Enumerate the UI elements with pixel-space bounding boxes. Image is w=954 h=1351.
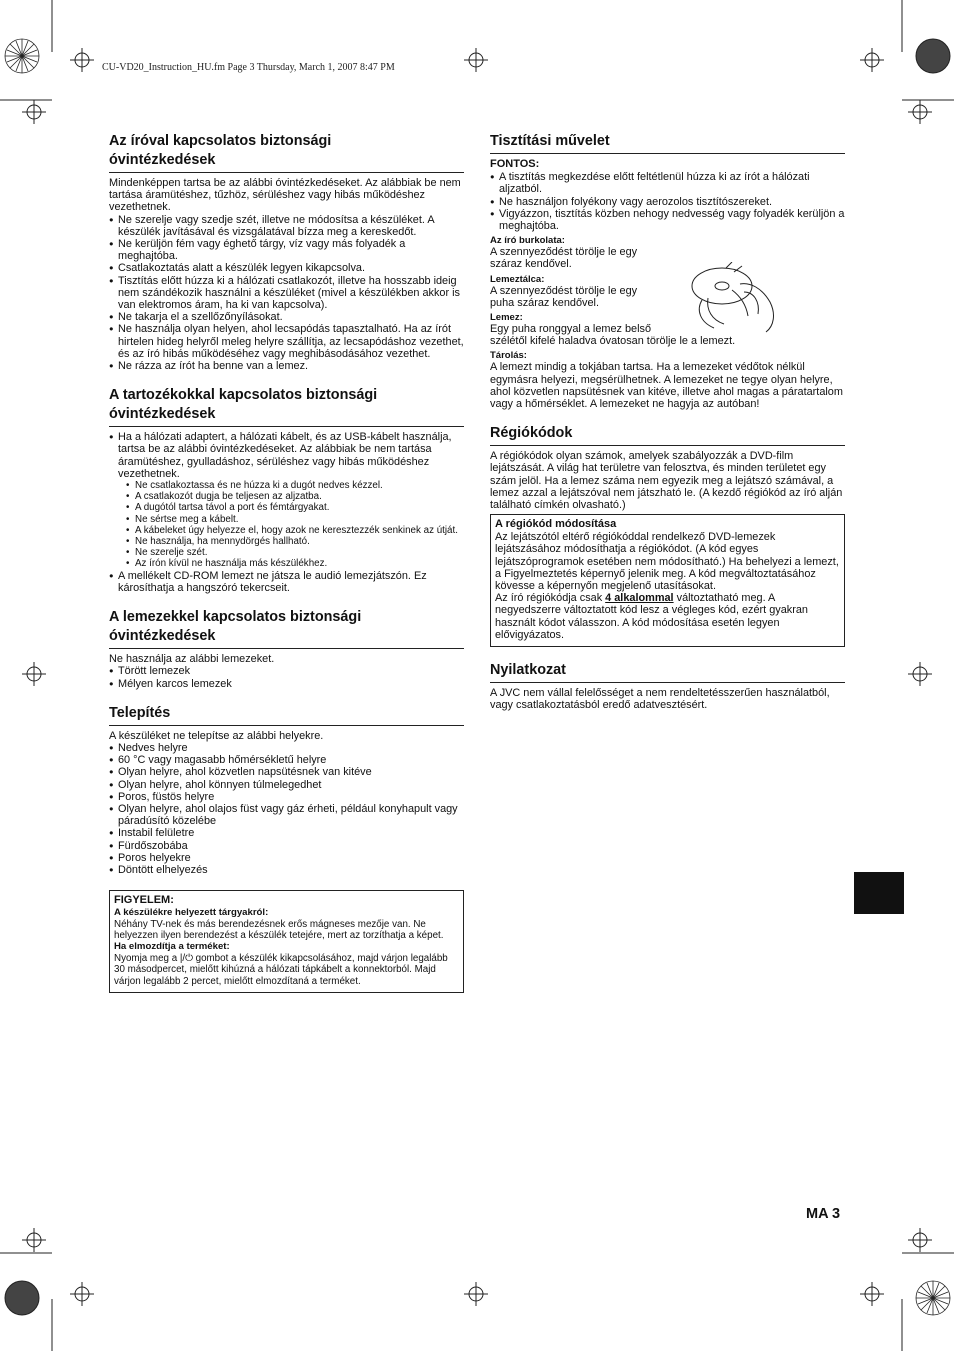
bullet-list [109,742,464,876]
section-cleaning [490,132,845,410]
warning-text: Nyomja meg a |/⏻ gombot a készülék kikapcsolásához, majd várjon legalább 30 másodpercet, mielőtt kihúzná a hálózati tápkábelt a konnektorból. Majd várjon legalább 2 percet, mielőtt elmozdítaná a terméket. [114,952,448,987]
cleaning-label: Az író burkolata: [490,235,565,247]
list-item: ● Ha a hálózati adaptert, a hálózati kábelt, és az USB-kábelt használja, tartsa be az alábbi óvintézkedéseket. Az alábbiak be nem tartása áramütéshez, gyulladáshoz, sérüléshez vagy hibás működéshez vezethetnek. • Ne csatlakoztassa és ne húzza ki a dugót nedves kézzel. • A csatlakozót dugja be teljesen az aljzatba. • A dugótól tartsa távol a port és fémtárgyakat. • Ne sértse meg a kábelt. • A kábeleket úgy helyezze el, hogy azok ne keresztezzék senkinek az útját. • Ne használja, ha mennydörgés hallható. • Ne szerelje szét. • Az írón kívül ne használja más készülékhez. [109,431,464,569]
list-item: ● 60 °C vagy magasabb hőmérsékletű helyre [109,754,464,766]
sub-list-item: • Ne szerelje szét. [118,547,464,558]
section-title: Nyilatkozat [490,661,845,683]
section-title: A tartozékokkal kapcsolatos biztonsági óvintézkedések [109,386,464,427]
list-item: ● Instabil felületre [109,827,464,839]
sunburst-top-right [916,39,950,73]
section-intro: Mindenképpen tartsa be az alábbi óvintézkedéseket. Az alábbiak be nem tartása áramütéshez, tűzhöz, sérüléshez vagy hibás működéshez vezethetnek. [109,177,461,214]
section-title: Régiókódok [490,424,845,446]
warning-box [109,890,464,993]
list-item: ● Ne rázza az írót ha benne van a lemez. [109,360,464,372]
warning-label: A készülékre helyezett tárgyakról: [114,907,269,919]
section-intro: A készüléket ne telepítse az alábbi helyekre. [109,729,324,742]
crosshair-9 [908,1228,932,1252]
important-label: FONTOS: [490,158,540,170]
region-change-box [490,514,845,647]
list-item: ● Csatlakoztatás alatt a készülék legyen kikapcsolva. [109,262,464,274]
list-item: ● A tisztítás megkezdése előtt feltétlenül húzza ki az írót a hálózati aljzatból. [490,171,845,195]
cleaning-label: Lemeztálca: [490,273,545,285]
warning-title: FIGYELEM: [114,894,174,907]
box-text: Az lejátszótól eltérő régiókóddal rendelkező DVD-lemezek lejátszásához módosíthatja a régiókódot. (A kód egyes lejátszóprogramok esetében nem módosítható.) Ha behelyezi a lemezt, a Figyelmeztetés képernyő jelenik meg. A kód megváltoztatásához kövesse a képernyőn megjelenő utasításokat. [495,531,839,593]
cleaning-label: Lemez: [490,312,523,324]
sub-list-item: • A csatlakozót dugja be teljesen az aljzatba. [118,491,464,502]
crosshair-12 [860,1282,884,1306]
crosshair-8 [22,1228,46,1252]
page-number: MA 3 [806,1206,841,1222]
section-disc-safety [109,608,464,690]
list-item: ● Döntött elhelyezés [109,864,464,876]
crosshair-4 [22,100,46,124]
section-tab-marker [854,872,904,914]
cleaning-label: Tárolás: [490,350,527,362]
crosshair-10 [70,1282,94,1306]
left-column [109,132,464,993]
list-item: ● Poros helyekre [109,852,464,864]
sunburst-bottom-left [5,1281,39,1315]
section-intro: Ne használja az alábbi lemezeket. [109,653,275,666]
bullet-list [490,171,845,232]
list-item: ● Ne használja olyan helyen, ahol lecsapódás tapasztalható. Ha az írót hirtelen hideg helyről meleg helyre szállítja, az lecsapódáshoz vezethet, és az író hibás működéséhez vagy meghibásodásához vezethet. [109,323,464,360]
list-item: ● Poros, füstös helyre [109,791,464,803]
bullet-list [109,431,464,594]
list-item: ● Tisztítás előtt húzza ki a hálózati csatlakozót, illetve ha hosszabb ideig nem szándékozik használni a készüléket (mivel a készülékben akkor is van elektromos áram, ha ki van kapcsolva). [109,275,464,312]
sub-list [118,480,464,570]
warning-label: Ha elmozdítja a terméket: [114,941,230,953]
list-item: ● Nedves helyre [109,742,464,754]
list-item: ● Ne használjon folyékony vagy aerozolos tisztítószereket. [490,196,845,208]
crosshair-11 [464,1282,488,1306]
list-item: ● Fürdőszobába [109,840,464,852]
list-item: ● Olyan helyre, ahol könnyen túlmelegedhet [109,779,464,791]
box-text: Az író régiókódja csak 4 alkalommal változtatható meg. A negyedszerre változtatott kód lesz a végleges kód, ezért gyakran használt kódot válasszon. A kód módosítása esetén legyen elővigyázatos. [495,592,808,641]
disc-cleaning-illustration [688,262,784,334]
cleaning-text: A lemezt mindig a tokjában tartsa. Ha a lemezeket védőtok nélkül egymásra helyezi, megsérülhetnek. A lemezeket ne tegye olyan helyre, ahol közvetlen napsütésnek van kitéve, illetve ahol magas a páratartalom vagy a hőmérséklet. A lemezeket ne hagyja az autóban! [490,361,843,411]
sub-list-item: • A kábeleket úgy helyezze el, hogy azok ne keresztezzék senkinek az útját. [118,525,464,536]
bullet-list [109,665,464,689]
list-item: ● Olyan helyre, ahol közvetlen napsütésnek van kitéve [109,766,464,778]
section-accessories-safety [109,386,464,594]
section-title: Telepítés [109,704,464,726]
sub-list-item: • Ne csatlakoztassa és ne húzza ki a dugót nedves kézzel. [118,480,464,491]
list-item: ● A mellékelt CD-ROM lemezt ne játsza le audió lemezjátszón. Ez károsíthatja a hangszóró tekercseit. [109,570,464,594]
crosshair-2 [464,48,488,72]
list-item: ● Mélyen karcos lemezek [109,678,464,690]
sub-list-item: • A dugótól tartsa távol a port és fémtárgyakat. [118,502,464,513]
list-item: ● Olyan helyre, ahol olajos füst vagy gáz érheti, például konyhapult vagy páradúsító közelébe [109,803,464,827]
bullet-list [109,214,464,373]
box-title: A régiókód módosítása [495,518,617,531]
sub-list-item: • Ne használja, ha mennydörgés hallható. [118,536,464,547]
list-item: ● Törött lemezek [109,665,464,677]
section-title: Az íróval kapcsolatos biztonsági óvintézkedések [109,132,464,173]
file-header: CU-VD20_Instruction_HU.fm Page 3 Thursday, March 1, 2007 8:47 PM [102,62,395,73]
list-item: ● Ne takarja el a szellőzőnyílásokat. [109,311,464,323]
section-region-codes [490,424,845,647]
section-title: Tisztítási művelet [490,132,845,154]
cleaning-text: A szennyeződést törölje le egy puha száraz kendővel. [490,284,638,309]
right-column [490,132,845,726]
crosshair-7 [908,662,932,686]
section-title: A lemezekkel kapcsolatos biztonsági óvintézkedések [109,608,464,649]
sub-list-item: • Az írón kívül ne használja más készülékhez. [118,558,464,569]
sunburst-top-left [5,39,39,73]
cleaning-text: A szennyeződést törölje le egy száraz kendővel. [490,246,638,271]
crosshair-6 [22,662,46,686]
section-writer-safety [109,132,464,372]
list-item: ● Vigyázzon, tisztítás közben nehogy nedvesség vagy folyadék kerüljön a meghajtóba. [490,208,845,232]
list-item: ● Ne szerelje vagy szedje szét, illetve ne módosítsa a készüléket. A készülék javításával és vizsgálatával bízza meg a kereskedőt. [109,214,464,238]
sunburst-bottom-right [916,1281,950,1315]
section-text: A JVC nem vállal felelősséget a nem rendeltetésszerűen használatból, vagy csatlakoztatásból eredő adatvesztésért. [490,687,830,712]
crosshair-1 [70,48,94,72]
list-item: ● Ne kerüljön fém vagy éghető tárgy, víz vagy más folyadék a meghajtóba. [109,238,464,262]
section-disclaimer [490,661,845,711]
crosshair-3 [860,48,884,72]
cleaning-text: Egy puha ronggyal a lemez belső szélétől kifelé haladva óvatosan törölje le a lemezt. [490,323,736,348]
crosshair-5 [908,100,932,124]
warning-text: Néhány TV-nek és más berendezésnek erős mágneses mezője van. Ne helyezzen ilyen berendezést a készülék tetejére, mert az torzíthatja a képet. [114,918,444,941]
sub-list-item: • Ne sértse meg a kábelt. [118,514,464,525]
section-text: A régiókódok olyan számok, amelyek szabályozzák a DVD-film lejátszását. A világ hat területre van felosztva, és minden területet egy szám jelöl. Ha a lemez száma nem egyezik meg a lejátszó számával, a lemez azzal a lejátszóval nem játszható le. (A kezdő régiókód az író alján található címkén olvasható.) [490,450,843,512]
section-installation [109,704,464,876]
